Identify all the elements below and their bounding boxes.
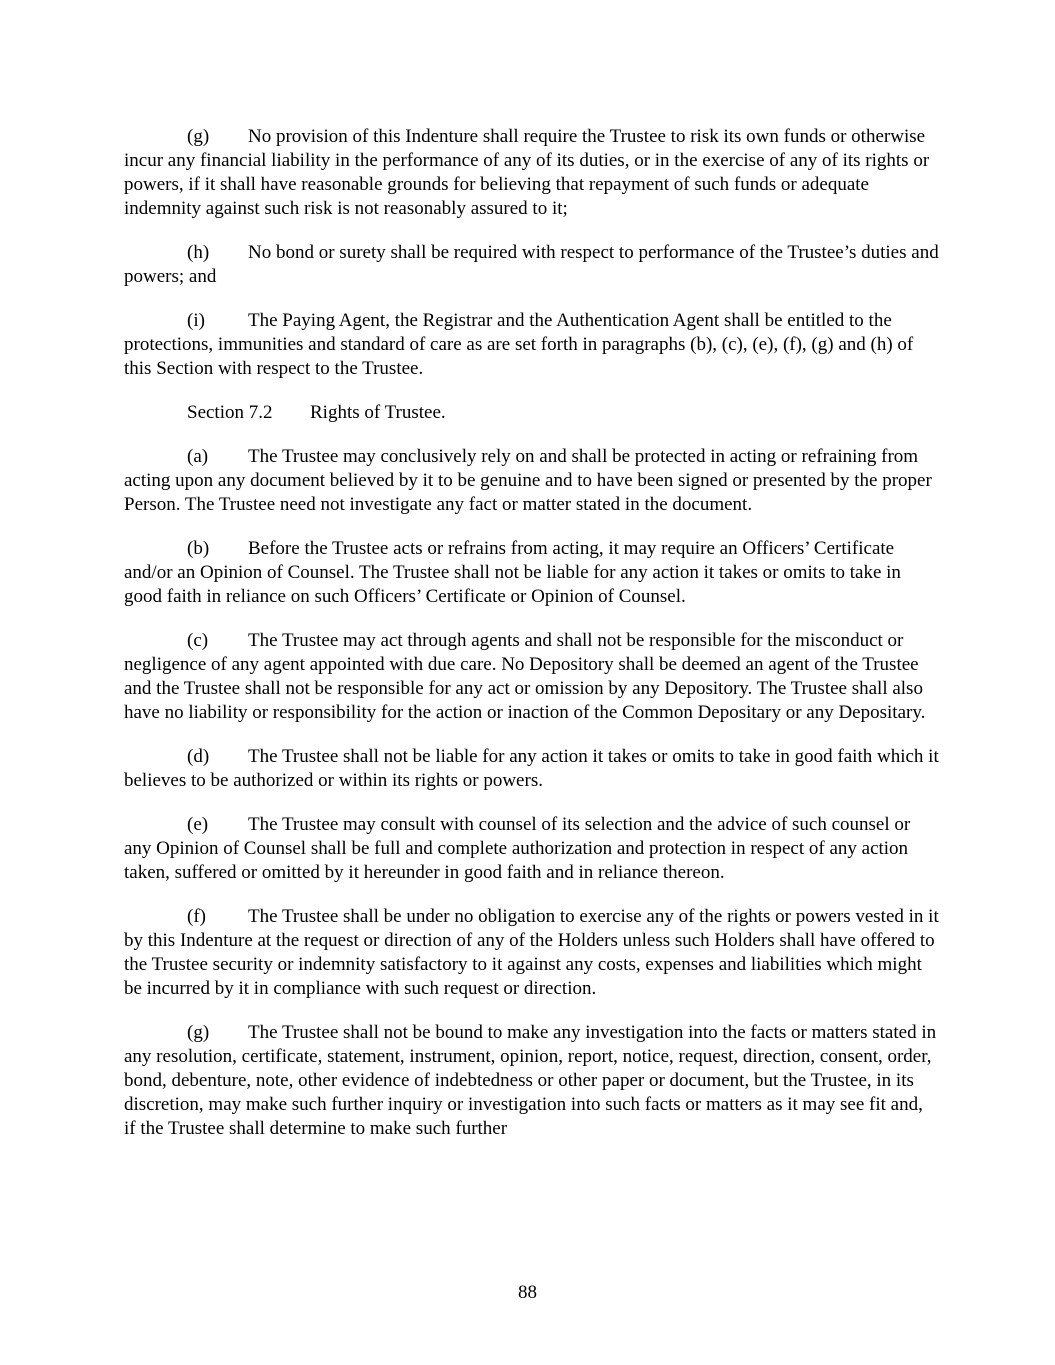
paragraph-c [124, 629, 939, 725]
paragraph-text: Before the Trustee acts or refrains from acting, it may require an Officers’ Certificate and/or an Opinion of Counsel. The Trustee shall not be liable for any action it takes or omits to take in good faith in reliance on such Officers’ Certificate or Opinion of Counsel. [124, 538, 901, 607]
paragraph-text: The Trustee may consult with counsel of its selection and the advice of such counsel or any Opinion of Counsel shall be full and complete authorization and protection in respect of any action taken, suffered or omitted by it hereunder in good faith and in reliance thereon. [124, 814, 911, 883]
paragraph-marker: (c) [187, 630, 209, 651]
section-heading [124, 401, 939, 425]
paragraph-i [124, 309, 939, 381]
paragraph-a [124, 445, 939, 517]
paragraph-marker: (g) [187, 1022, 210, 1043]
paragraph-text: The Paying Agent, the Registrar and the Authentication Agent shall be entitled to the protections, immunities and standard of care as are set forth in paragraphs (b), (c), (e), (f), (g) and (h) of this Section with respect to the Trustee. [124, 310, 914, 379]
paragraph-f [124, 905, 939, 1001]
paragraph-marker: (e) [187, 814, 209, 835]
paragraph-marker: (g) [187, 126, 210, 147]
paragraph-text: No bond or surety shall be required with respect to performance of the Trustee’s duties and powers; and [124, 242, 939, 287]
paragraph-text: The Trustee shall not be bound to make any investigation into the facts or matters stated in any resolution, certificate, statement, instrument, opinion, report, notice, request, direction, consent, order, bond, debenture, note, other evidence of indebtedness or other paper or document, but the Trustee, in its discretion, may make such further inquiry or investigation into such facts or matters as it may see fit and, if the Trustee shall determine to make such further [124, 1022, 937, 1139]
paragraph-e [124, 813, 939, 885]
paragraph-marker: (i) [187, 310, 205, 331]
paragraph-marker: (a) [187, 446, 209, 467]
paragraph-marker: (f) [187, 906, 206, 927]
paragraph-h [124, 241, 939, 289]
paragraph-text: The Trustee shall not be liable for any action it takes or omits to take in good faith which it believes to be authorized or within its rights or powers. [124, 746, 939, 791]
paragraph-marker: (b) [187, 538, 210, 559]
paragraph-marker: (h) [187, 242, 210, 263]
paragraph-g-section [124, 1021, 939, 1141]
paragraph-text: No provision of this Indenture shall require the Trustee to risk its own funds or otherwise incur any financial liability in the performance of any of its duties, or in the exercise of any of its rights or powers, if it shall have reasonable grounds for believing that repayment of such funds or adequate indemnity against such risk is not reasonably assured to it; [124, 126, 930, 219]
paragraph-text: The Trustee may conclusively rely on and shall be protected in acting or refraining from acting upon any document believed by it to be genuine and to have been signed or presented by the proper Person. The Trustee need not investigate any fact or matter stated in the document. [124, 446, 932, 515]
paragraph-g-top [124, 125, 939, 221]
paragraph-b [124, 537, 939, 609]
paragraph-marker: (d) [187, 746, 210, 767]
paragraph-text: The Trustee may act through agents and shall not be responsible for the misconduct or negligence of any agent appointed with due care. No Depository shall be deemed an agent of the Trustee and the Trustee shall not be responsible for any act or omission by any Depository. The Trustee shall also have no liability or responsibility for the action or inaction of the Common Depositary or any Depositary. [124, 630, 926, 723]
page-number: 88 [518, 1282, 537, 1303]
paragraph-d [124, 745, 939, 793]
section-title: Rights of Trustee. [310, 402, 446, 423]
paragraph-text: The Trustee shall be under no obligation to exercise any of the rights or powers vested in it by this Indenture at the request or direction of any of the Holders unless such Holders shall have offered to the Trustee security or indemnity satisfactory to it against any costs, expenses and liabilities which might be incurred by it in compliance with such request or direction. [124, 906, 939, 999]
section-number: Section 7.2 [187, 402, 273, 423]
document-page [124, 125, 939, 1161]
